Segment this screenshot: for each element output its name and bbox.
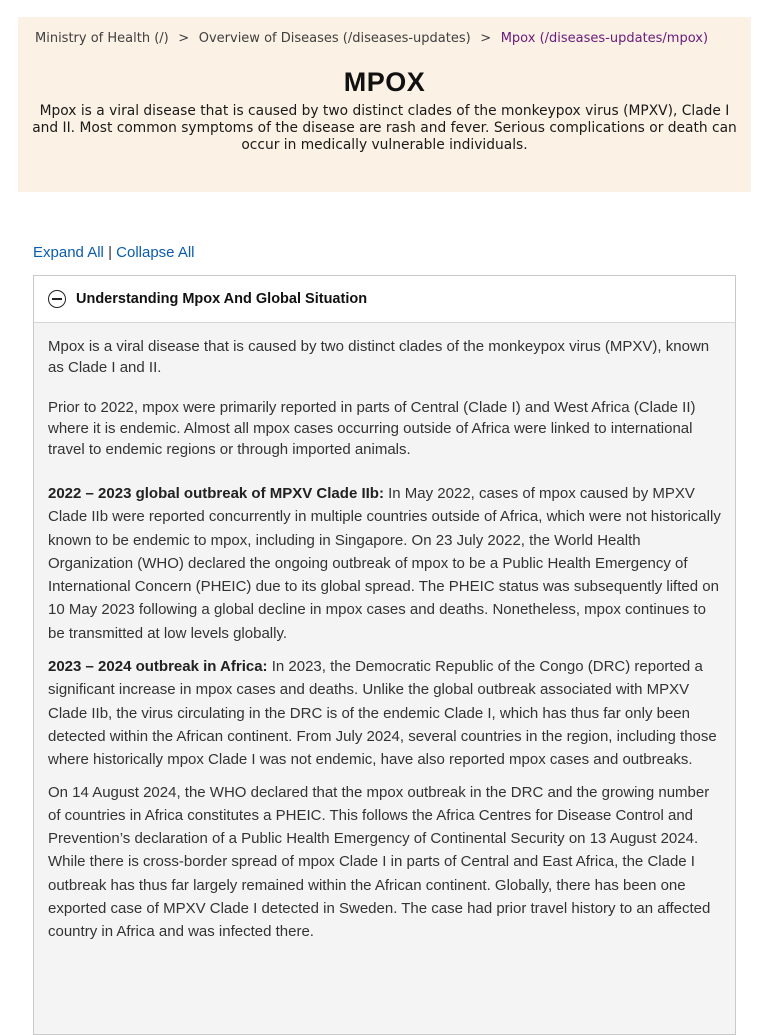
breadcrumb-link-ministry[interactable]: Ministry of Health (/): [35, 31, 169, 46]
collapse-all-link[interactable]: Collapse All: [116, 244, 195, 261]
controls-divider: |: [108, 244, 112, 261]
chevron-right-icon: >: [178, 31, 190, 46]
paragraph-text: In May 2022, cases of mpox caused by MPXV Clade IIb were reported concurrently in multiple countries outside of Africa, which were not historically known to be endemic to mpox, including in Singapore. On 23 July 2022, the World Health Organization (WHO) declared the ongoing outbreak of mpox to be a Public Health Emergency of International Concern (PHEIC) due to its global spread. The PHEIC status was subsequently lifted on 10 May 2023 following a global decline in mpox cases and deaths. Nonetheless, mpox continues to be transmitted at low levels globally.: [48, 485, 721, 642]
paragraph-lead: 2022 – 2023 global outbreak of MPXV Clade IIb:: [48, 485, 384, 502]
breadcrumb: [35, 31, 708, 46]
accordion-body: [34, 323, 735, 944]
paragraph-global-outbreak: [48, 482, 721, 645]
accordion-controls: [33, 244, 195, 261]
page-title: MPOX: [343, 67, 426, 97]
breadcrumb-link-diseases[interactable]: Overview of Diseases (/diseases-updates): [198, 31, 471, 46]
paragraph-history: [48, 397, 721, 460]
accordion-header[interactable]: [34, 276, 735, 323]
accordion-title: Understanding Mpox And Global Situation: [76, 291, 368, 307]
accordion-panel: [33, 275, 736, 1035]
breadcrumb-current-mpox[interactable]: Mpox (/diseases-updates/mpox): [500, 31, 709, 46]
page-header: [18, 17, 751, 192]
paragraph-intro: [48, 336, 721, 378]
paragraph-pheic-2024: [48, 781, 721, 944]
chevron-right-icon: >: [480, 31, 492, 46]
page-description: Mpox is a viral disease that is caused by two distinct clades of the monkeypox virus (MPXV), Clade I and II. Most common symptoms of the disease are rash and fever. Serious complications or death can occur in medically vulnerable individuals.: [32, 103, 737, 153]
expand-all-link[interactable]: Expand All: [33, 244, 104, 261]
paragraph-text: On 14 August 2024, the WHO declared that the mpox outbreak in the DRC and the growing number of countries in Africa constitutes a PHEIC. This follows the Africa Centres for Disease Control and Prevention’s declaration of a Public Health Emergency of Continental Security on 13 August 2024. While there is cross-border spread of mpox Clade I in parts of Central and East Africa, the Clade I outbreak has thus far largely remained within the African continent. Globally, there has been one exported case of MPXV Clade I detected in Sweden. The case had prior travel history to an affected country in Africa and was infected there.: [48, 783, 711, 941]
paragraph-lead: 2023 – 2024 outbreak in Africa:: [48, 658, 268, 676]
paragraph-text: Mpox is a viral disease that is caused by two distinct clades of the monkeypox virus (MPXV), known as Clade I and II.: [48, 338, 710, 376]
paragraph-text: Prior to 2022, mpox were primarily reported in parts of Central (Clade I) and West Africa (Clade II) where it is endemic. Almost all mpox cases occurring outside of Africa were linked to international travel to endemic regions or through imported animals.: [48, 399, 696, 458]
minus-circle-icon[interactable]: [48, 290, 66, 308]
paragraph-africa-outbreak: [48, 655, 721, 771]
paragraph-text: In 2023, the Democratic Republic of the Congo (DRC) reported a significant increase in mpox cases and deaths. Unlike the global outbreak associated with MPXV Clade IIb, the virus circulating in the DRC is of the endemic Clade I, which has thus far only been detected within the African continent. From July 2024, several countries in the region, including those where historically mpox Clade I was not endemic, have also reported mpox cases and outbreaks.: [48, 658, 717, 769]
